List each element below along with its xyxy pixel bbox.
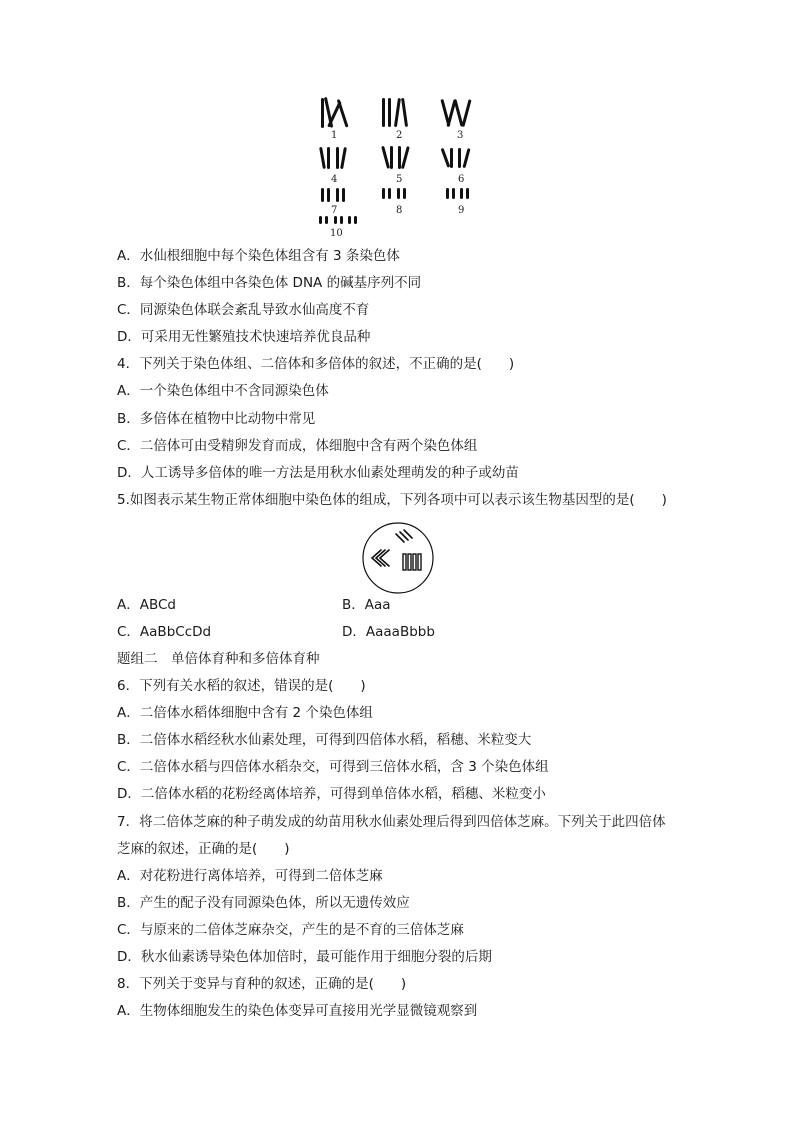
karyotype-figure [300,92,500,242]
q5-option-d: D．AaaaBbbb [342,624,435,640]
q6-option-c: C．二倍体水稻与四倍体水稻杂交，可得到三倍体水稻，含 3 个染色体组 [117,759,549,775]
karyo-label-4: 4 [331,174,338,185]
cell-chromosome-figure [360,520,436,596]
q4-option-d: D．人工诱导多倍体的唯一方法是用秋水仙素处理萌发的种子或幼苗 [117,465,519,481]
q7-option-b: B．产生的配子没有同源染色体，所以无遗传效应 [117,895,410,911]
q8-stem: 8．下列关于变异与育种的叙述，正确的是( ) [117,976,407,992]
karyo-label-7: 7 [331,205,338,216]
q7-option-a: A．对花粉进行离体培养，可得到二倍体芝麻 [117,868,383,884]
karyo-label-1: 1 [331,130,338,141]
q7-option-c: C．与原来的二倍体芝麻杂交，产生的是不育的三倍体芝麻 [117,922,464,938]
q6-option-d: D．二倍体水稻的花粉经离体培养，可得到单倍体水稻，稻穗、米粒变小 [117,786,546,802]
q5-option-c: C．AaBbCcDd [117,624,212,640]
q3-option-d: D．可采用无性繁殖技术快速培养优良品种 [117,329,371,345]
karyo-label-3: 3 [457,130,464,141]
karyo-label-6: 6 [458,174,465,185]
q5-stem: 5.如图表示某生物正常体细胞中染色体的组成，下列各项中可以表示该生物基因型的是( ) [117,492,667,508]
q5-option-b: B．Aaa [342,597,391,613]
q6-option-a: A．二倍体水稻体细胞中含有 2 个染色体组 [117,705,373,721]
q6-stem: 6．下列有关水稻的叙述，错误的是( ) [117,678,366,694]
q7-stem-line2: 芝麻的叙述，正确的是( ) [117,841,290,857]
q3-option-c: C．同源染色体联会紊乱导致水仙高度不育 [117,302,370,318]
q7-option-d: D．秋水仙素诱导染色体加倍时，最可能作用于细胞分裂的后期 [117,949,492,965]
q4-option-b: B．多倍体在植物中比动物中常见 [117,411,316,427]
q5-option-a: A．ABCd [117,597,176,613]
q8-option-a: A．生物体细胞发生的染色体变异可直接用光学显微镜观察到 [117,1003,478,1019]
karyo-label-9: 9 [458,205,465,216]
q7-stem-line1: 7．将二倍体芝麻的种子萌发成的幼苗用秋水仙素处理后得到四倍体芝麻。下列关于此四倍体 [117,814,666,830]
q3-option-a: A．水仙根细胞中每个染色体组含有 3 条染色体 [117,248,400,264]
q3-option-b: B．每个染色体组中各染色体 DNA 的碱基序列不同 [117,275,422,291]
karyo-label-5: 5 [396,174,403,185]
section-heading: 题组二 单倍体育种和多倍体育种 [117,651,320,667]
karyo-label-10: 10 [330,228,343,239]
q4-option-c: C．二倍体可由受精卵发育而成，体细胞中含有两个染色体组 [117,438,478,454]
q4-stem: 4．下列关于染色体组、二倍体和多倍体的叙述，不正确的是( ) [117,356,515,372]
karyo-label-8: 8 [396,205,403,216]
karyo-label-2: 2 [396,130,403,141]
q6-option-b: B．二倍体水稻经秋水仙素处理，可得到四倍体水稻，稻穗、米粒变大 [117,732,532,748]
q4-option-a: A．一个染色体组中不含同源染色体 [117,383,329,399]
